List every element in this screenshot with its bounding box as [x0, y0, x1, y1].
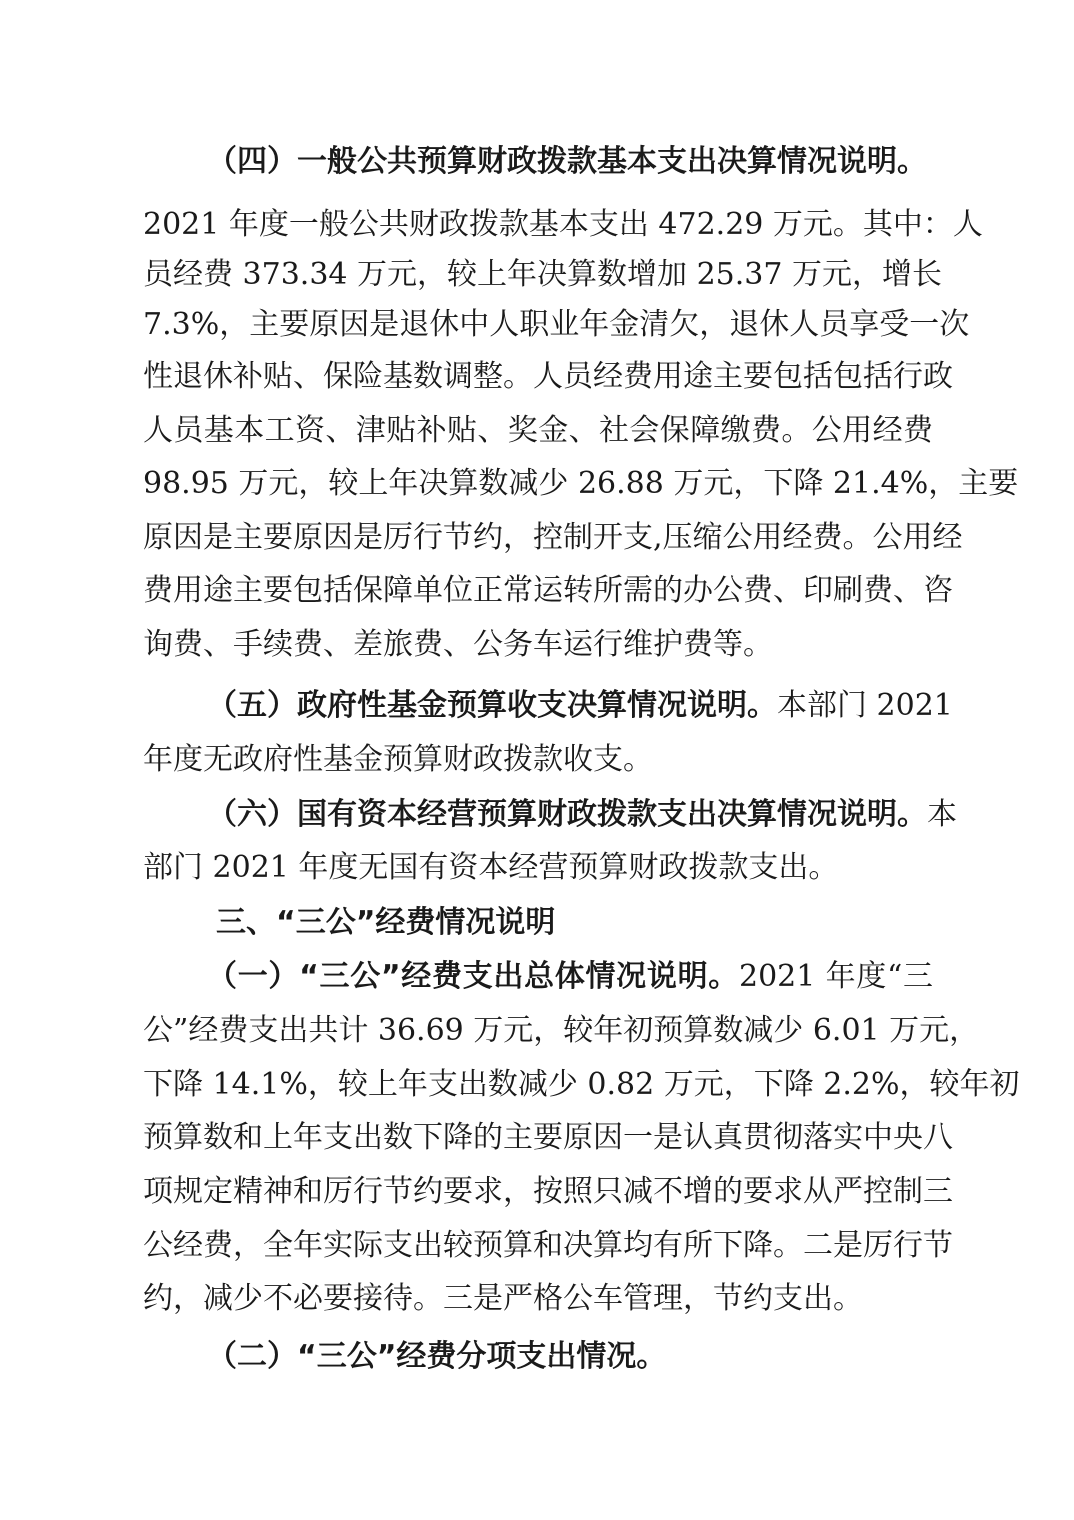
section-4-line-5: 人员基本工资、津贴补贴、奖金、社会保障缴费。公用经费 [143, 413, 933, 448]
section-4-heading-line [207, 142, 933, 182]
section-6-heading-tail: 本 [927, 797, 957, 832]
sub-2-heading-line [207, 1337, 933, 1377]
section-4-line-2: 员经费 373.34 万元，较上年决算数增加 25.37 万元，增长 [143, 257, 942, 292]
section-4-line-3: 7.3%，主要原因是退休中人职业年金清欠，退休人员享受一次 [143, 307, 970, 342]
section-4-line-1: 2021 年度一般公共财政拨款基本支出 472.29 万元。其中：人 [143, 207, 983, 242]
sub-1-line-1: 公”经费支出共计 36.69 万元，较年初预算数减少 6.01 万元， [143, 1013, 980, 1048]
section-4-line-8: 费用途主要包括保障单位正常运转所需的办公费、印刷费、咨 [143, 573, 953, 608]
section-6-line-1: 部门 2021 年度无国有资本经营预算财政拨款支出。 [143, 850, 839, 885]
section-5-heading-tail: 本部门 2021 [777, 688, 953, 723]
section-4-line-4: 性退休补贴、保险基数调整。人员经费用途主要包括包括行政 [143, 359, 953, 394]
section-4-line-9: 询费、手续费、差旅费、公务车运行维护费等。 [143, 627, 773, 662]
part-3-title: 三、“三公”经费情况说明 [216, 905, 556, 940]
section-6-heading: （六）国有资本经营预算财政拨款支出决算情况说明。 [207, 797, 927, 832]
section-5-heading: （五）政府性基金预算收支决算情况说明。 [207, 688, 777, 723]
section-4-heading: （四）一般公共预算财政拨款基本支出决算情况说明。 [207, 144, 927, 179]
sub-1-line-5: 公经费，全年实际支出较预算和决算均有所下降。二是厉行节 [143, 1228, 953, 1263]
sub-1-line-4: 项规定精神和厉行节约要求，按照只减不增的要求从严控制三 [143, 1174, 953, 1209]
section-5-line-1: 年度无政府性基金预算财政拨款收支。 [143, 742, 653, 777]
sub-1-heading-tail: 2021 年度“三 [738, 959, 933, 994]
section-5-heading-line [207, 686, 953, 726]
sub-1-line-6: 约，减少不必要接待。三是严格公车管理，节约支出。 [143, 1281, 863, 1316]
section-4-line-7: 原因是主要原因是厉行节约，控制开支,压缩公用经费。公用经 [143, 520, 963, 555]
sub-1-line-3: 预算数和上年支出数下降的主要原因一是认真贯彻落实中央八 [143, 1120, 953, 1155]
sub-1-heading: （一）“三公”经费支出总体情况说明。 [207, 959, 739, 994]
sub-2-heading: （二）“三公”经费分项支出情况。 [207, 1339, 667, 1374]
sub-1-heading-line [207, 957, 933, 997]
section-4-line-6: 98.95 万元，较上年决算数减少 26.88 万元，下降 21.4%，主要 [143, 466, 1019, 501]
section-6-heading-line [207, 795, 957, 835]
sub-1-line-2: 下降 14.1%，较上年支出数减少 0.82 万元，下降 2.2%，较年初 [143, 1067, 1020, 1102]
